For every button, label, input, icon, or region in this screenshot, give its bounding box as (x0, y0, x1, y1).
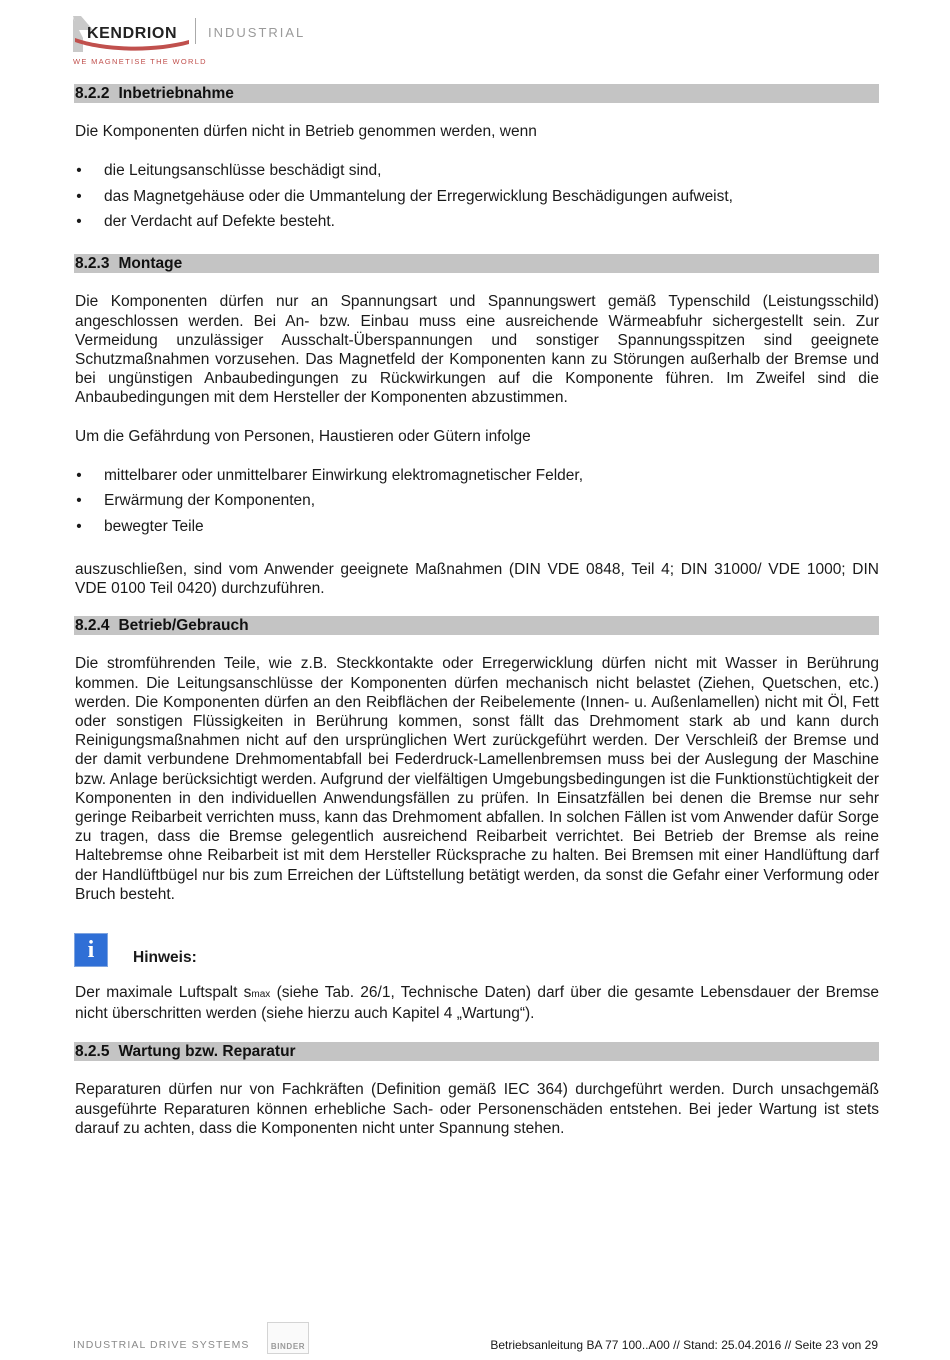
list-item-text: die Leitungsanschlüsse beschädigt sind, (104, 162, 382, 180)
bullet-icon: • (76, 517, 82, 535)
binder-label: BINDER (270, 1342, 306, 1351)
bullet-icon: • (76, 162, 82, 180)
section-number: 8.2.2 (75, 85, 110, 102)
bullet-list (74, 466, 879, 536)
section-title: Wartung bzw. Reparatur (118, 1043, 296, 1061)
footer-page-info: Betriebsanleitung BA 77 100..A00 // Stand: 25.04.2016 // Seite 23 von 29 (490, 1338, 878, 1352)
list-item (74, 187, 879, 206)
binder-logo (267, 1322, 309, 1354)
paragraph: Reparaturen dürfen nur von Fachkräften (Definition gemäß IEC 364) durchgeführt werden. Durch unsachgemäß ausgeführte Reparaturen können erhebliche Sach- oder Personenschäden entstehen. Bei jeder Wartung ist stets darauf zu achten, dass die Komponenten nicht unter Spannung stehen. (75, 1081, 879, 1137)
info-icon: i (74, 933, 108, 967)
list-item-text: der Verdacht auf Defekte besteht. (104, 213, 335, 231)
list-item-text: Erwärmung der Komponenten, (104, 492, 316, 510)
paragraph: Die Komponenten dürfen nur an Spannungsart und Spannungswert gemäß Typenschild (Leistungsschild) angeschlossen werden. Bei An- bzw. Einbau muss eine ausreichende Wärmeabfuhr sichergestellt sein. Zur Vermeidung unzulässiger Ausschalt-Überspannungen und sonstiger Spannungsspitzen sind geeignete Schutzmaßnahmen vorzusehen. Das Magnetfeld der Komponenten kann zu Störungen außerhalb der Bremse und bei ungünstigen Anbaubedingungen zu Rückwirkungen auf die Komponente führen. Im Zweifel sind die Anbaubedingungen mit dem Hersteller der Komponenten abzustimmen. (75, 293, 879, 407)
section-title: Betrieb/Gebrauch (118, 617, 249, 635)
brand-name: KENDRION (87, 25, 178, 42)
section-number: 8.2.5 (75, 1043, 110, 1061)
paragraph: auszuschließen, sind vom Anwender geeignete Maßnahmen (DIN VDE 0848, Teil 4; DIN 31000/ VDE 1000; DIN VDE 0100 Teil 0420) durchzuführen. (75, 561, 879, 598)
note-header (74, 933, 879, 969)
list-item (74, 466, 879, 485)
note-text: Der maximale Luftspalt s (75, 984, 252, 1002)
footer-division: INDUSTRIAL DRIVE SYSTEMS (73, 1339, 250, 1351)
list-item (74, 212, 879, 231)
list-item (74, 517, 879, 536)
section-number: 8.2.3 (75, 255, 110, 273)
list-item-text: bewegter Teile (104, 517, 204, 535)
logo-divider (195, 18, 196, 44)
section-heading-inbetriebnahme (74, 84, 879, 103)
division-name: INDUSTRIAL (208, 25, 306, 40)
note-text: (siehe Tab. 26/1, Technische Daten) darf über die gesamte Lebensdauer der Bremse nicht überschritten werden (siehe hierzu auch Kapitel 4 „Wartung“). (75, 984, 879, 1023)
list-item-text: das Magnetgehäuse oder die Ummantelung der Erregerwicklung Beschädigungen aufweist, (104, 187, 733, 205)
bullet-icon: • (76, 213, 82, 231)
section-title: Montage (118, 255, 183, 273)
bullet-icon: • (76, 466, 82, 484)
list-item-text: mittelbarer oder unmittelbarer Einwirkung elektromagnetischer Felder, (104, 466, 583, 484)
section-heading-montage (74, 254, 879, 273)
kendrion-logo (73, 14, 313, 70)
list-item (74, 491, 879, 510)
note-subscript: max (251, 989, 271, 1001)
section-number: 8.2.4 (75, 617, 110, 635)
bullet-list (74, 161, 879, 231)
section-title: Inbetriebnahme (118, 85, 234, 102)
bullet-icon: • (76, 187, 82, 205)
paragraph: Die stromführenden Teile, wie z.B. Steckkontakte oder Erregerwicklung dürfen nicht mit Wasser in Berührung kommen. Die Leitungsanschlüsse der Komponenten dürfen mechanisch nicht belastet (Ziehen, Quetschen, etc.) werden. Die Komponenten dürfen an den Reibflächen der Reibelemente (Innen- u. Außenlamellen) nicht mit Öl, Fett oder sonstigen Flüssigkeiten in Berührung kommen, sonst fällt das Drehmoment stark ab und kann durch Reinigungsmaßnahmen nicht auf den ursprünglichen Wert zurückgeführt werden. Der Verschleiß der Bremse und der damit verbundene Drehmomentabfall bei Federdruck-Lamellenbremsen muss bei der Auslegung der Maschine bzw. Anlage berücksichtigt werden. Aufgrund der vielfältigen Umgebungsbedingungen ist die Funktionstüchtigkeit der Komponenten in den individuellen Anwendungsfällen zu prüfen. In Einsatzfällen bei denen die Bremse nur sehr geringe Reibarbeit verrichten muss, kann das Drehmoment abfallen. In solchen Fällen ist vom Anwender dafür Sorge zu tragen, dass die Bremse gelegentlich ausreichend Reibarbeit verrichtet. Bei Betrieb der Bremse als reine Haltebremse ohne Reibarbeit ist mit dem Hersteller Rücksprache zu halten. Bei Bremsen mit einer Handlüftung darf der Handlüftbügel nur bis zum Erreichen der Lüftstellung betätigt werden, da sonst die Gefahr einer Verformung oder Bruch besteht. (75, 655, 879, 903)
section-heading-wartung (74, 1042, 879, 1061)
paragraph: Die Komponenten dürfen nicht in Betrieb genommen werden, wenn (75, 123, 537, 140)
note-label: Hinweis: (133, 949, 197, 967)
bullet-icon: • (76, 492, 82, 510)
section-heading-betrieb (74, 616, 879, 635)
page-content (74, 84, 879, 1138)
list-item (74, 161, 879, 180)
note-paragraph (74, 983, 879, 1023)
paragraph: Um die Gefährdung von Personen, Haustieren oder Gütern infolge (75, 427, 531, 445)
brand-tagline: WE MAGNETISE THE WORLD (73, 57, 207, 66)
